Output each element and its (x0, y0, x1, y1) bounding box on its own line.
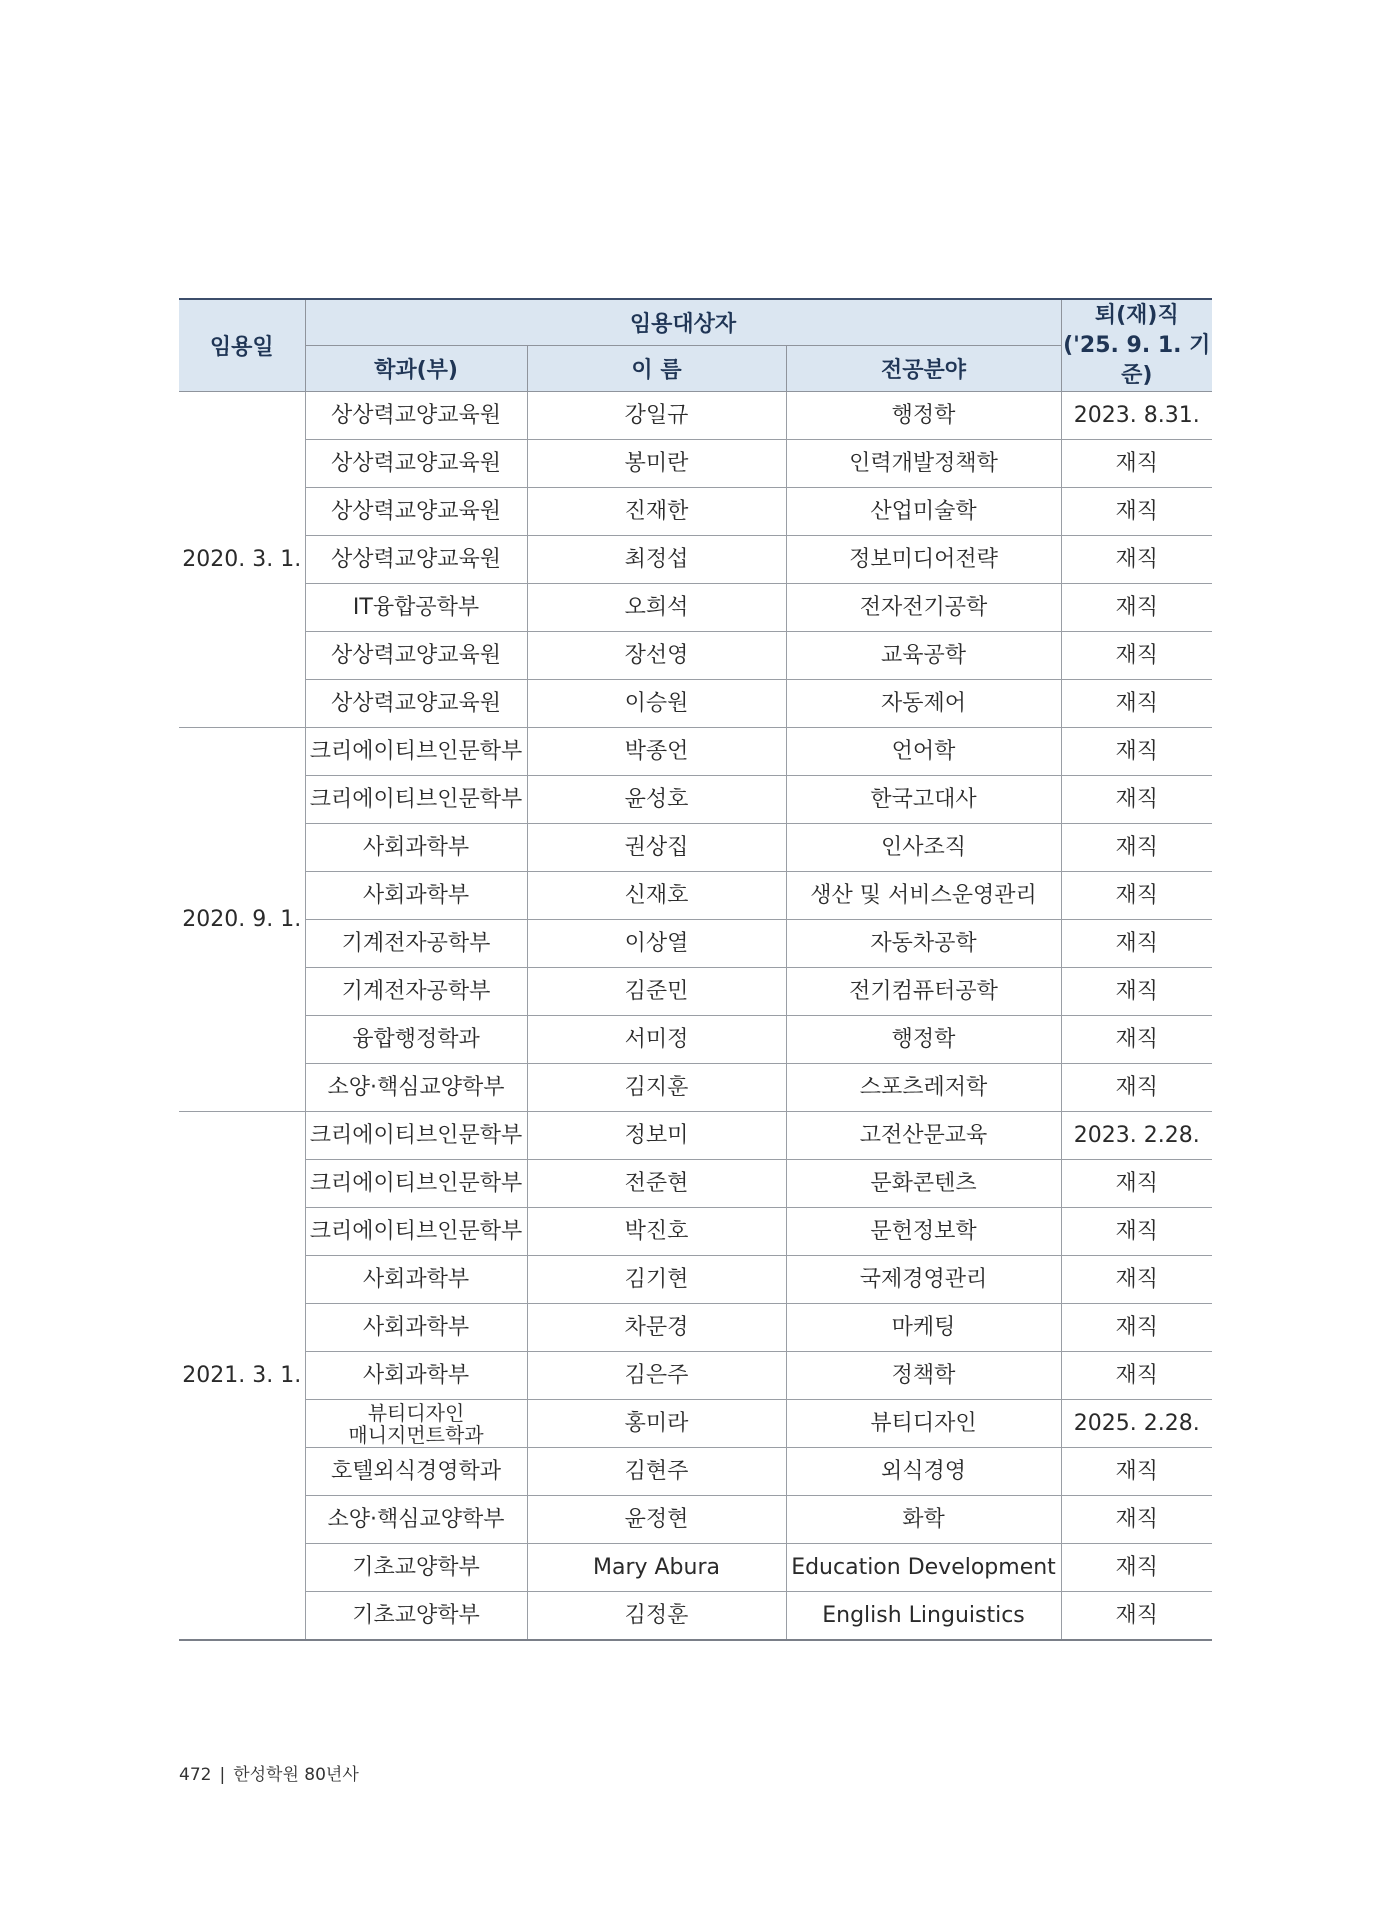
status-cell: 재직 (1061, 1592, 1212, 1641)
department-cell: 상상력교양교육원 (305, 680, 527, 728)
department-cell: 사회과학부 (305, 1304, 527, 1352)
name-cell: 정보미 (527, 1112, 786, 1160)
major-cell: 정책학 (786, 1352, 1061, 1400)
status-cell: 2023. 2.28. (1061, 1112, 1212, 1160)
name-cell: 전준현 (527, 1160, 786, 1208)
name-cell: 김지훈 (527, 1064, 786, 1112)
table-row (179, 1352, 1212, 1400)
department-cell: 소양·핵심교양학부 (305, 1064, 527, 1112)
department-cell (305, 1400, 527, 1448)
status-cell: 재직 (1061, 1160, 1212, 1208)
name-cell: 봉미란 (527, 440, 786, 488)
footer-separator: | (219, 1765, 226, 1785)
major-cell: 전자전기공학 (786, 584, 1061, 632)
major-cell: 외식경영 (786, 1448, 1061, 1496)
major-cell: 정보미디어전략 (786, 536, 1061, 584)
status-cell: 재직 (1061, 632, 1212, 680)
status-cell: 2023. 8.31. (1061, 392, 1212, 440)
table-row (179, 1208, 1212, 1256)
department-cell: 사회과학부 (305, 824, 527, 872)
header-status (1061, 299, 1212, 392)
status-cell: 재직 (1061, 1304, 1212, 1352)
name-cell: 이승원 (527, 680, 786, 728)
name-cell: Mary Abura (527, 1544, 786, 1592)
major-cell: 문헌정보학 (786, 1208, 1061, 1256)
table-row (179, 1544, 1212, 1592)
table-row (179, 1448, 1212, 1496)
department-line: 매니지먼트학과 (348, 1422, 484, 1447)
table-row (179, 1400, 1212, 1448)
status-cell: 재직 (1061, 1256, 1212, 1304)
major-cell: 마케팅 (786, 1304, 1061, 1352)
table-row (179, 1592, 1212, 1641)
header-row-1 (179, 299, 1212, 346)
name-cell: 이상열 (527, 920, 786, 968)
name-cell: 최정섭 (527, 536, 786, 584)
department-cell: 크리에이티브인문학부 (305, 728, 527, 776)
table-row (179, 824, 1212, 872)
header-row-2 (179, 346, 1212, 392)
table-row (179, 440, 1212, 488)
major-cell: 산업미술학 (786, 488, 1061, 536)
status-cell: 2025. 2.28. (1061, 1400, 1212, 1448)
header-name: 이 름 (527, 346, 786, 392)
name-cell: 오희석 (527, 584, 786, 632)
major-cell: Education Development (786, 1544, 1061, 1592)
status-cell: 재직 (1061, 1352, 1212, 1400)
name-cell: 김현주 (527, 1448, 786, 1496)
header-appointee-group: 임용대상자 (305, 299, 1061, 346)
table-body (179, 392, 1212, 1641)
name-cell: 김준민 (527, 968, 786, 1016)
status-cell: 재직 (1061, 968, 1212, 1016)
department-cell: 크리에이티브인문학부 (305, 776, 527, 824)
book-title: 한성학원 80년사 (233, 1765, 359, 1785)
table-row (179, 728, 1212, 776)
name-cell: 홍미라 (527, 1400, 786, 1448)
name-cell: 김은주 (527, 1352, 786, 1400)
header-date: 임용일 (179, 299, 305, 392)
major-cell: 행정학 (786, 1016, 1061, 1064)
page-footer (179, 1760, 359, 1785)
name-cell: 차문경 (527, 1304, 786, 1352)
table-row (179, 488, 1212, 536)
name-cell: 김기현 (527, 1256, 786, 1304)
table-row (179, 968, 1212, 1016)
department-cell: 크리에이티브인문학부 (305, 1112, 527, 1160)
header-status-line1: 퇴(재)직 (1094, 302, 1179, 328)
major-cell: 자동차공학 (786, 920, 1061, 968)
table-row (179, 1064, 1212, 1112)
status-cell: 재직 (1061, 1448, 1212, 1496)
name-cell: 신재호 (527, 872, 786, 920)
header-status-line2: ('25. 9. 1. 기준) (1063, 332, 1211, 388)
appointment-date-cell: 2020. 3. 1. (179, 392, 305, 728)
table-row (179, 392, 1212, 440)
table-row (179, 872, 1212, 920)
major-cell: 생산 및 서비스운영관리 (786, 872, 1061, 920)
status-cell: 재직 (1061, 728, 1212, 776)
major-cell: 행정학 (786, 392, 1061, 440)
major-cell: 화학 (786, 1496, 1061, 1544)
major-cell: 문화콘텐츠 (786, 1160, 1061, 1208)
table-row (179, 776, 1212, 824)
department-cell: 상상력교양교육원 (305, 632, 527, 680)
status-cell: 재직 (1061, 584, 1212, 632)
status-cell: 재직 (1061, 1496, 1212, 1544)
appointment-table (179, 298, 1212, 1641)
table-row (179, 1160, 1212, 1208)
status-cell: 재직 (1061, 1016, 1212, 1064)
department-cell: 상상력교양교육원 (305, 392, 527, 440)
department-cell: 상상력교양교육원 (305, 488, 527, 536)
department-cell: 기초교양학부 (305, 1544, 527, 1592)
table-row (179, 536, 1212, 584)
name-cell: 진재한 (527, 488, 786, 536)
status-cell: 재직 (1061, 536, 1212, 584)
major-cell: 언어학 (786, 728, 1061, 776)
major-cell: 자동제어 (786, 680, 1061, 728)
status-cell: 재직 (1061, 824, 1212, 872)
table-row (179, 1016, 1212, 1064)
department-cell: 크리에이티브인문학부 (305, 1160, 527, 1208)
major-cell: 교육공학 (786, 632, 1061, 680)
header-department: 학과(부) (305, 346, 527, 392)
major-cell: 뷰티디자인 (786, 1400, 1061, 1448)
page-number: 472 (179, 1765, 212, 1785)
major-cell: 고전산문교육 (786, 1112, 1061, 1160)
department-line: 뷰티디자인 (367, 1400, 465, 1425)
major-cell: 인사조직 (786, 824, 1061, 872)
department-cell: IT융합공학부 (305, 584, 527, 632)
status-cell: 재직 (1061, 1208, 1212, 1256)
name-cell: 서미정 (527, 1016, 786, 1064)
name-cell: 윤정현 (527, 1496, 786, 1544)
appointment-date-cell: 2020. 9. 1. (179, 728, 305, 1112)
department-cell: 기초교양학부 (305, 1592, 527, 1641)
header-major: 전공분야 (786, 346, 1061, 392)
status-cell: 재직 (1061, 920, 1212, 968)
department-cell: 호텔외식경영학과 (305, 1448, 527, 1496)
table-row (179, 920, 1212, 968)
department-cell: 사회과학부 (305, 1352, 527, 1400)
major-cell: English Linguistics (786, 1592, 1061, 1641)
name-cell: 장선영 (527, 632, 786, 680)
major-cell: 국제경영관리 (786, 1256, 1061, 1304)
department-cell: 융합행정학과 (305, 1016, 527, 1064)
department-cell: 사회과학부 (305, 1256, 527, 1304)
major-cell: 전기컴퓨터공학 (786, 968, 1061, 1016)
table-row (179, 680, 1212, 728)
table-row (179, 1112, 1212, 1160)
name-cell: 박진호 (527, 1208, 786, 1256)
table-row (179, 584, 1212, 632)
status-cell: 재직 (1061, 1544, 1212, 1592)
name-cell: 강일규 (527, 392, 786, 440)
major-cell: 한국고대사 (786, 776, 1061, 824)
status-cell: 재직 (1061, 776, 1212, 824)
status-cell: 재직 (1061, 680, 1212, 728)
status-cell: 재직 (1061, 440, 1212, 488)
major-cell: 인력개발정책학 (786, 440, 1061, 488)
name-cell: 박종언 (527, 728, 786, 776)
department-cell: 크리에이티브인문학부 (305, 1208, 527, 1256)
department-cell: 기계전자공학부 (305, 920, 527, 968)
department-cell: 사회과학부 (305, 872, 527, 920)
name-cell: 윤성호 (527, 776, 786, 824)
department-cell: 상상력교양교육원 (305, 440, 527, 488)
major-cell: 스포츠레저학 (786, 1064, 1061, 1112)
name-cell: 김정훈 (527, 1592, 786, 1641)
appointment-date-cell: 2021. 3. 1. (179, 1112, 305, 1641)
table-row (179, 1304, 1212, 1352)
table-row (179, 1256, 1212, 1304)
department-cell: 기계전자공학부 (305, 968, 527, 1016)
status-cell: 재직 (1061, 872, 1212, 920)
table-row (179, 1496, 1212, 1544)
status-cell: 재직 (1061, 1064, 1212, 1112)
table-row (179, 632, 1212, 680)
department-cell: 소양·핵심교양학부 (305, 1496, 527, 1544)
name-cell: 권상집 (527, 824, 786, 872)
status-cell: 재직 (1061, 488, 1212, 536)
department-cell: 상상력교양교육원 (305, 536, 527, 584)
